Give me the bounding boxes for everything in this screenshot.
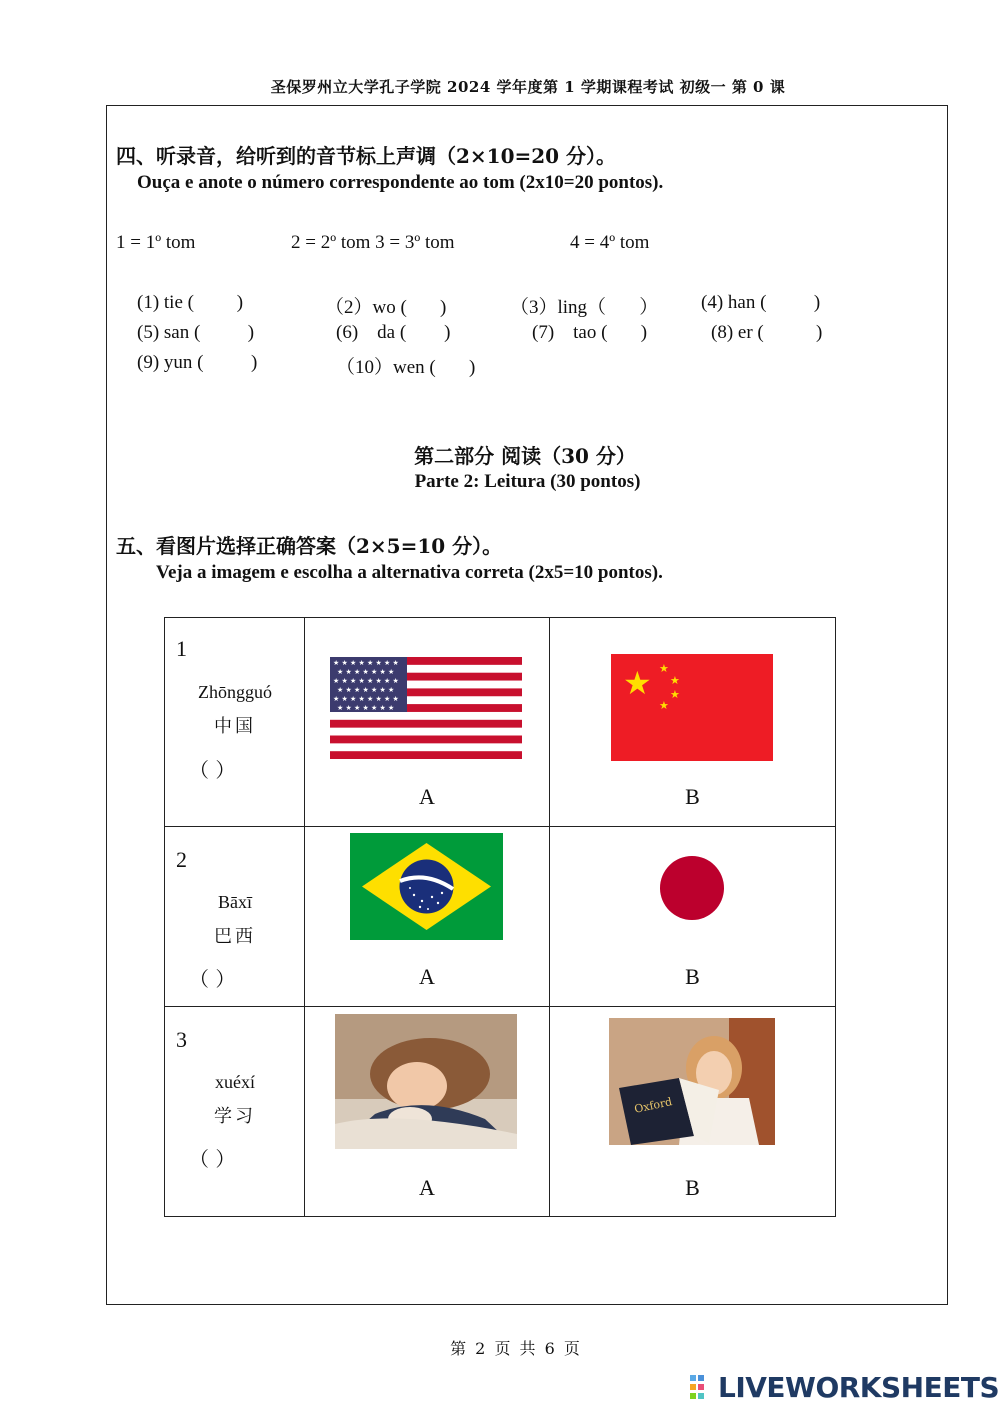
tone-item-10[interactable]: （10）wen ( ) — [336, 357, 476, 378]
hanzi-label: 巴西 — [214, 926, 256, 947]
pinyin-label: Zhōngguó — [198, 682, 272, 702]
section4-title: 四、听录音，给听到的音节标上声调（2×10=20 分）。 — [116, 144, 617, 168]
hanzi-label: 中国 — [214, 716, 256, 737]
tone-item-5[interactable]: (5) san ( ) — [137, 322, 255, 343]
svg-text:★: ★ — [659, 662, 669, 675]
tone-item-7[interactable]: (7) tao ( ) — [532, 322, 648, 343]
part2-subtitle: Parte 2: Leitura (30 pontos) — [414, 471, 641, 492]
svg-text:★ ★ ★ ★ ★ ★ ★: ★ ★ ★ ★ ★ ★ ★ — [337, 668, 395, 676]
usa-flag-icon — [330, 657, 522, 759]
section5-title: 五、看图片选择正确答案（2×5=10 分）。 — [116, 534, 503, 558]
question-cell-3 — [165, 1007, 305, 1217]
tone-legend-1: 1 = 1º tom — [116, 232, 196, 253]
question-number: 1 — [176, 636, 187, 661]
part2-title: 第二部分 阅读（30 分） — [414, 444, 636, 468]
question-cell-2 — [165, 827, 305, 1007]
tone-item-3[interactable]: （3）ling（ ） — [510, 297, 659, 318]
svg-text:★ ★ ★ ★ ★ ★ ★: ★ ★ ★ ★ ★ ★ ★ — [337, 704, 395, 712]
option-b-label: B — [685, 964, 700, 989]
svg-text:★ ★ ★ ★ ★ ★ ★: ★ ★ ★ ★ ★ ★ ★ — [337, 686, 395, 694]
liveworksheets-logo-icon — [690, 1375, 712, 1399]
hanzi-label: 学习 — [214, 1106, 256, 1127]
option-b-label: B — [685, 784, 700, 809]
option-b-cell[interactable] — [550, 618, 836, 827]
brazil-flag-icon — [350, 833, 503, 940]
page-number: 第 2 页 共 6 页 — [450, 1339, 582, 1358]
section5-subtitle: Veja a imagem e escolha a alternativa correta (2x5=10 pontos). — [156, 562, 663, 583]
svg-text:★: ★ — [659, 699, 669, 712]
tone-item-2[interactable]: （2）wo ( ) — [325, 297, 447, 318]
answer-blank[interactable]: （ ） — [189, 967, 236, 991]
tone-item-6[interactable]: (6) da ( ) — [336, 322, 451, 343]
option-a-label: A — [419, 784, 435, 809]
picture-choice-table — [164, 617, 836, 1217]
option-b-cell[interactable] — [550, 827, 836, 1007]
option-a-cell[interactable] — [305, 1007, 550, 1217]
china-flag-icon — [611, 654, 773, 761]
tone-legend-2-3: 2 = 2º tom 3 = 3º tom — [291, 232, 455, 253]
tone-item-9[interactable]: (9) yun ( ) — [137, 352, 258, 373]
svg-text:Oxford: Oxford — [633, 1095, 674, 1116]
question-number: 3 — [176, 1027, 187, 1052]
question-row-1 — [165, 618, 836, 827]
answer-blank[interactable]: （ ） — [189, 758, 236, 782]
svg-text:★: ★ — [670, 674, 680, 687]
tone-item-8[interactable]: (8) er ( ) — [711, 322, 823, 343]
svg-text:★: ★ — [623, 664, 652, 702]
svg-text:★ ★ ★ ★ ★ ★ ★ ★: ★ ★ ★ ★ ★ ★ ★ ★ — [333, 695, 399, 703]
option-a-cell[interactable] — [305, 618, 550, 827]
pinyin-label: Bāxī — [218, 892, 252, 912]
answer-blank[interactable]: （ ） — [189, 1147, 236, 1171]
liveworksheets-logo[interactable] — [690, 1372, 999, 1402]
tone-item-1[interactable]: (1) tie ( ) — [137, 292, 244, 313]
child-reading-photo-icon — [609, 1018, 775, 1145]
svg-text:★: ★ — [670, 688, 680, 701]
exam-header: 圣保罗州立大学孔子学院 2024 学年度第 1 学期课程考试 初级一 第 0 课 — [270, 78, 786, 96]
tone-legend-4: 4 = 4º tom — [570, 232, 650, 253]
question-number: 2 — [176, 847, 187, 872]
question-row-2 — [165, 827, 836, 1007]
brand-name: LIVEWORKSHEETS — [718, 1370, 1000, 1404]
pinyin-label: xuéxí — [215, 1072, 255, 1092]
svg-text:★ ★ ★ ★ ★ ★ ★ ★: ★ ★ ★ ★ ★ ★ ★ ★ — [333, 659, 399, 667]
option-a-label: A — [419, 964, 435, 989]
svg-text:★ ★ ★ ★ ★ ★ ★ ★: ★ ★ ★ ★ ★ ★ ★ ★ — [333, 677, 399, 685]
tone-item-4[interactable]: (4) han ( ) — [701, 292, 821, 313]
option-b-cell[interactable] — [550, 1007, 836, 1217]
option-b-label: B — [685, 1175, 700, 1200]
option-a-cell[interactable] — [305, 827, 550, 1007]
section4-subtitle: Ouça e anote o número correspondente ao tom (2x10=20 pontos). — [137, 172, 664, 193]
sleeping-child-photo-icon — [335, 1014, 517, 1149]
japan-flag-icon — [659, 855, 725, 921]
option-a-label: A — [419, 1175, 435, 1200]
question-row-3 — [165, 1007, 836, 1217]
question-cell-1 — [165, 618, 305, 827]
